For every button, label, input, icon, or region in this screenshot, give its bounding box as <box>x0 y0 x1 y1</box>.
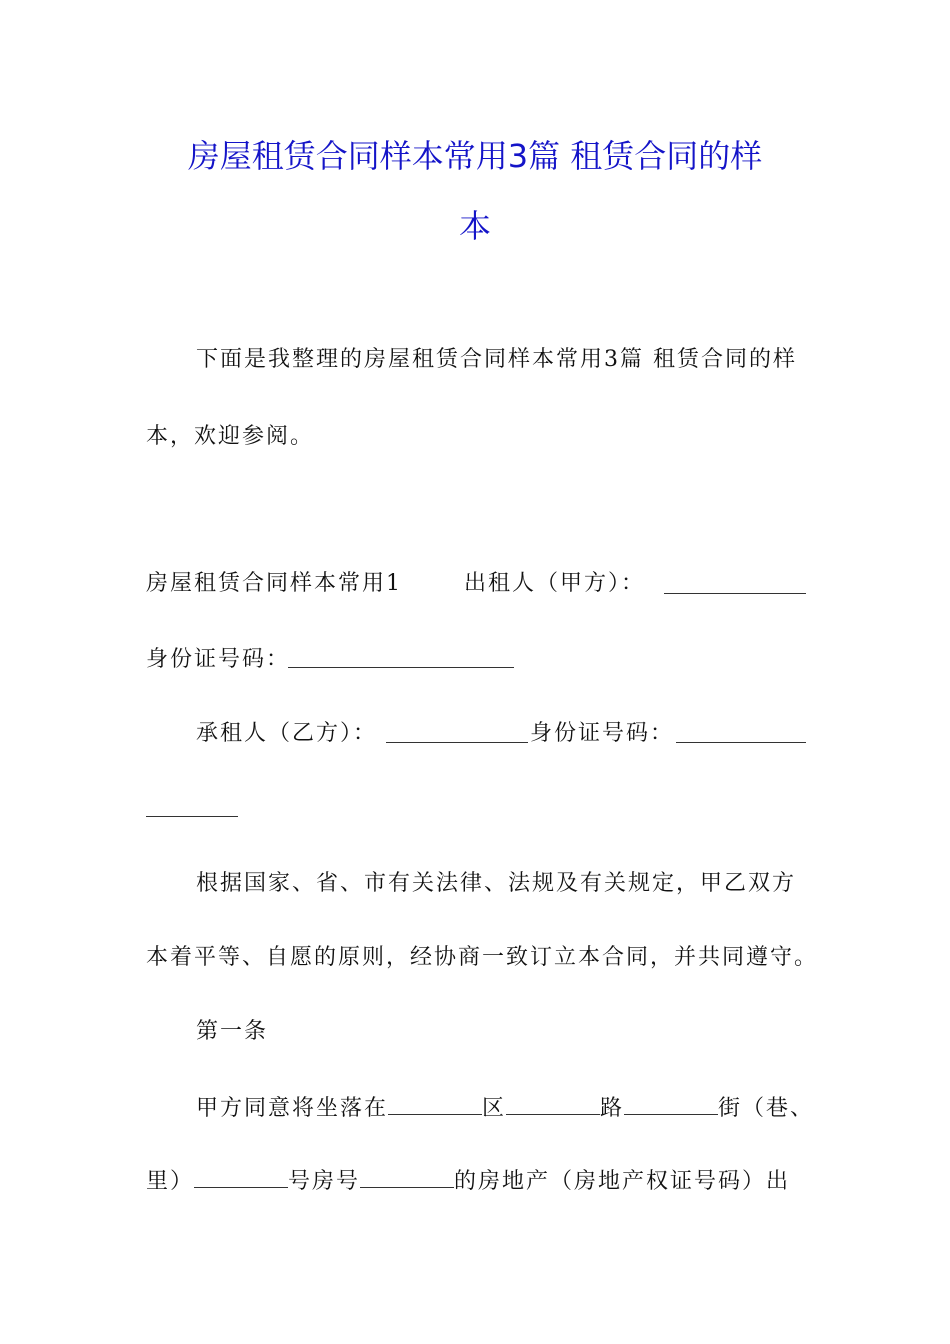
lessee-id-label: 身份证号码： <box>530 721 675 746</box>
article-text-segment: 区 <box>482 1096 507 1121</box>
lessor-blank <box>664 593 806 594</box>
basis-line-1: 根据国家、省、市有关法律、法规及有关规定，甲乙双方 <box>196 871 797 896</box>
room-number-blank <box>360 1169 454 1188</box>
article-text-1 <box>196 1094 814 1124</box>
lessor-id-blank <box>288 667 514 668</box>
article-text-segment: 街（巷、 <box>718 1096 815 1121</box>
title-line-2: 本 <box>458 207 491 245</box>
article-heading: 第一条 <box>196 1019 269 1044</box>
lessor-row <box>464 569 645 599</box>
road-blank <box>506 1096 600 1115</box>
article-text-segment: 里） <box>146 1169 195 1194</box>
article-text-segment: 的房地产（房地产权证号码）出 <box>454 1169 791 1194</box>
lessee-label: 承租人（乙方）： <box>196 721 378 746</box>
basis-line-2: 本着平等、自愿的原则，经协商一致订立本合同，并共同遵守。 <box>146 945 819 970</box>
title-line-1: 房屋租赁合同样本常用3篇 租赁合同的样 <box>187 137 763 175</box>
lessor-id-row <box>146 645 290 675</box>
lessee-blank <box>386 742 528 743</box>
lessor-label: 出租人（甲方）： <box>464 571 646 596</box>
lane-blank <box>194 1169 288 1188</box>
district-blank <box>388 1096 482 1115</box>
intro-line-2: 本，欢迎参阅。 <box>146 424 315 449</box>
section-heading: 房屋租赁合同样本常用1 <box>146 571 402 596</box>
lessee-id-blank-cont <box>146 816 238 817</box>
article-text-2 <box>146 1167 790 1197</box>
section-heading-row <box>146 569 402 599</box>
street-blank <box>624 1096 718 1115</box>
intro-line-1: 下面是我整理的房屋租赁合同样本常用3篇 租赁合同的样 <box>196 347 797 372</box>
article-text-segment: 号房号 <box>288 1169 361 1194</box>
lessor-id-label: 身份证号码： <box>146 647 291 672</box>
lessee-id-row <box>530 719 674 749</box>
lessee-id-blank <box>676 742 806 743</box>
lessee-row <box>196 719 377 749</box>
article-text-segment: 路 <box>600 1096 625 1121</box>
article-text-segment: 甲方同意将坐落在 <box>196 1096 389 1121</box>
